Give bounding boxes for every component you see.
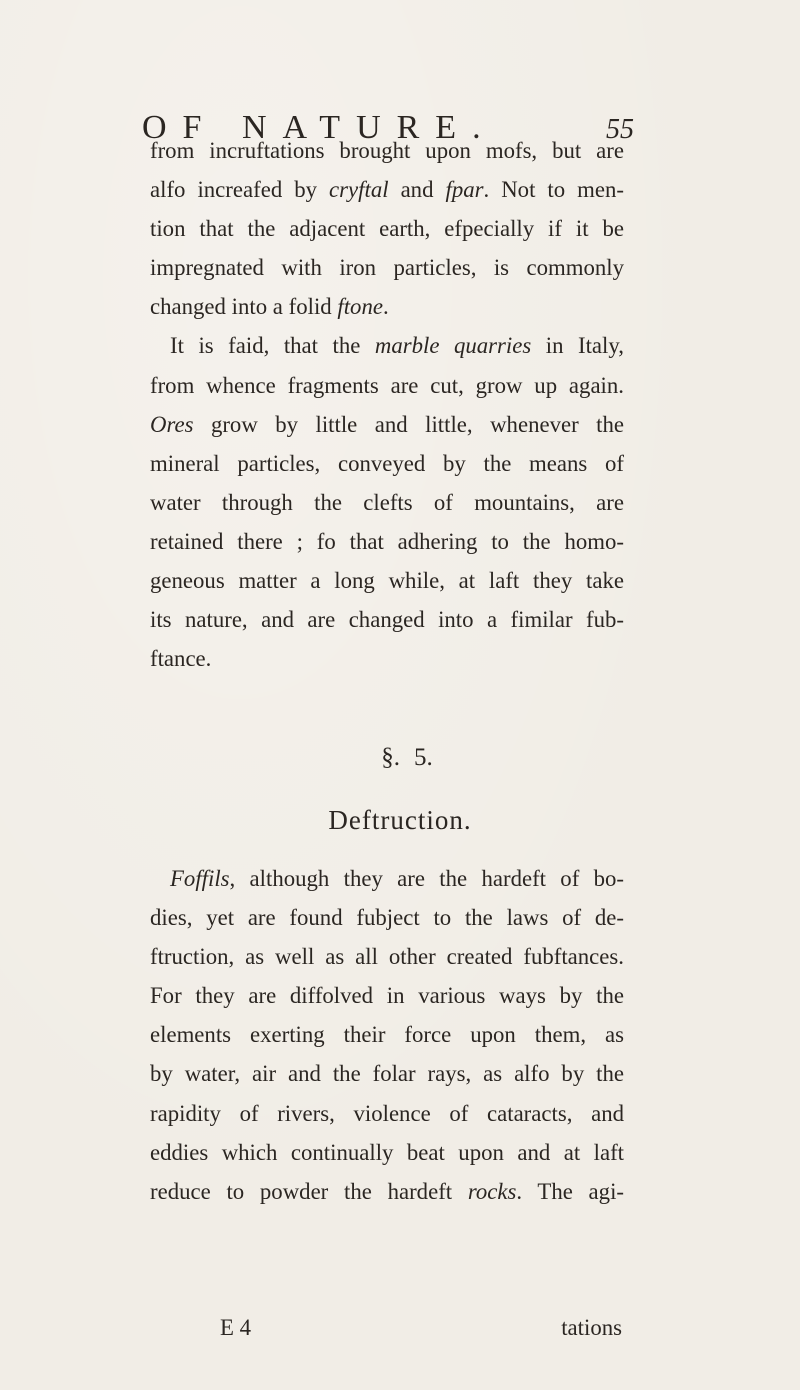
signature-mark: E 4: [220, 1315, 252, 1340]
page-footer: [150, 1308, 624, 1348]
text-line: eddies which continually beat upon and at laft: [150, 1139, 624, 1165]
page-number: 55: [606, 114, 634, 145]
text-line: tion that the adjacent earth, efpecially if it be: [150, 216, 624, 242]
text-line: geneous matter a long while, at laft they take: [150, 568, 624, 594]
running-head: OF NATURE.: [142, 109, 497, 146]
catchword: tations: [561, 1315, 622, 1340]
section-symbol: §.: [381, 744, 400, 771]
text-line: alfo increafed by cryftal and fpar. Not to men-: [150, 177, 624, 203]
text-line: elements exerting their force upon them, as: [150, 1022, 624, 1048]
text-line: changed into a folid ftone.: [150, 294, 389, 320]
section-title: Deftruction.: [328, 805, 472, 835]
text-line: Ores grow by little and little, whenever the: [150, 411, 624, 437]
text-line: from whence fragments are cut, grow up again.: [150, 372, 624, 398]
text-line: For they are diffolved in various ways by the: [150, 983, 624, 1009]
text-line: rapidity of rivers, violence of cataracts, and: [150, 1100, 624, 1126]
section-number-value: 5.: [414, 744, 433, 771]
text-line: by water, air and the folar rays, as alfo by the: [150, 1061, 624, 1087]
text-line: ftance.: [150, 646, 212, 672]
text-line: water through the clefts of mountains, are: [150, 489, 624, 515]
text-line: It is faid, that the marble quarries in Italy,: [170, 333, 625, 359]
text-line: its nature, and are changed into a fimilar fub-: [150, 607, 624, 633]
section-number: [0, 738, 800, 778]
text-line: mineral particles, conveyed by the means of: [150, 450, 624, 476]
text-line: impregnated with iron particles, is commonly: [150, 255, 624, 281]
text-line: from incruftations brought upon mofs, but are: [150, 138, 624, 163]
text-line: ftruction, as well as all other created fubftances.: [150, 944, 624, 970]
body-text-upper: [150, 131, 624, 678]
text-line: dies, yet are found fubject to the laws of de-: [150, 905, 624, 931]
text-line: Foffils, although they are the hardeft of bo-: [170, 866, 624, 891]
body-text-lower: [150, 859, 624, 1211]
text-line: retained there ; fo that adhering to the homo-: [150, 528, 624, 554]
text-line: reduce to powder the hardeft rocks. The agi-: [150, 1178, 624, 1204]
